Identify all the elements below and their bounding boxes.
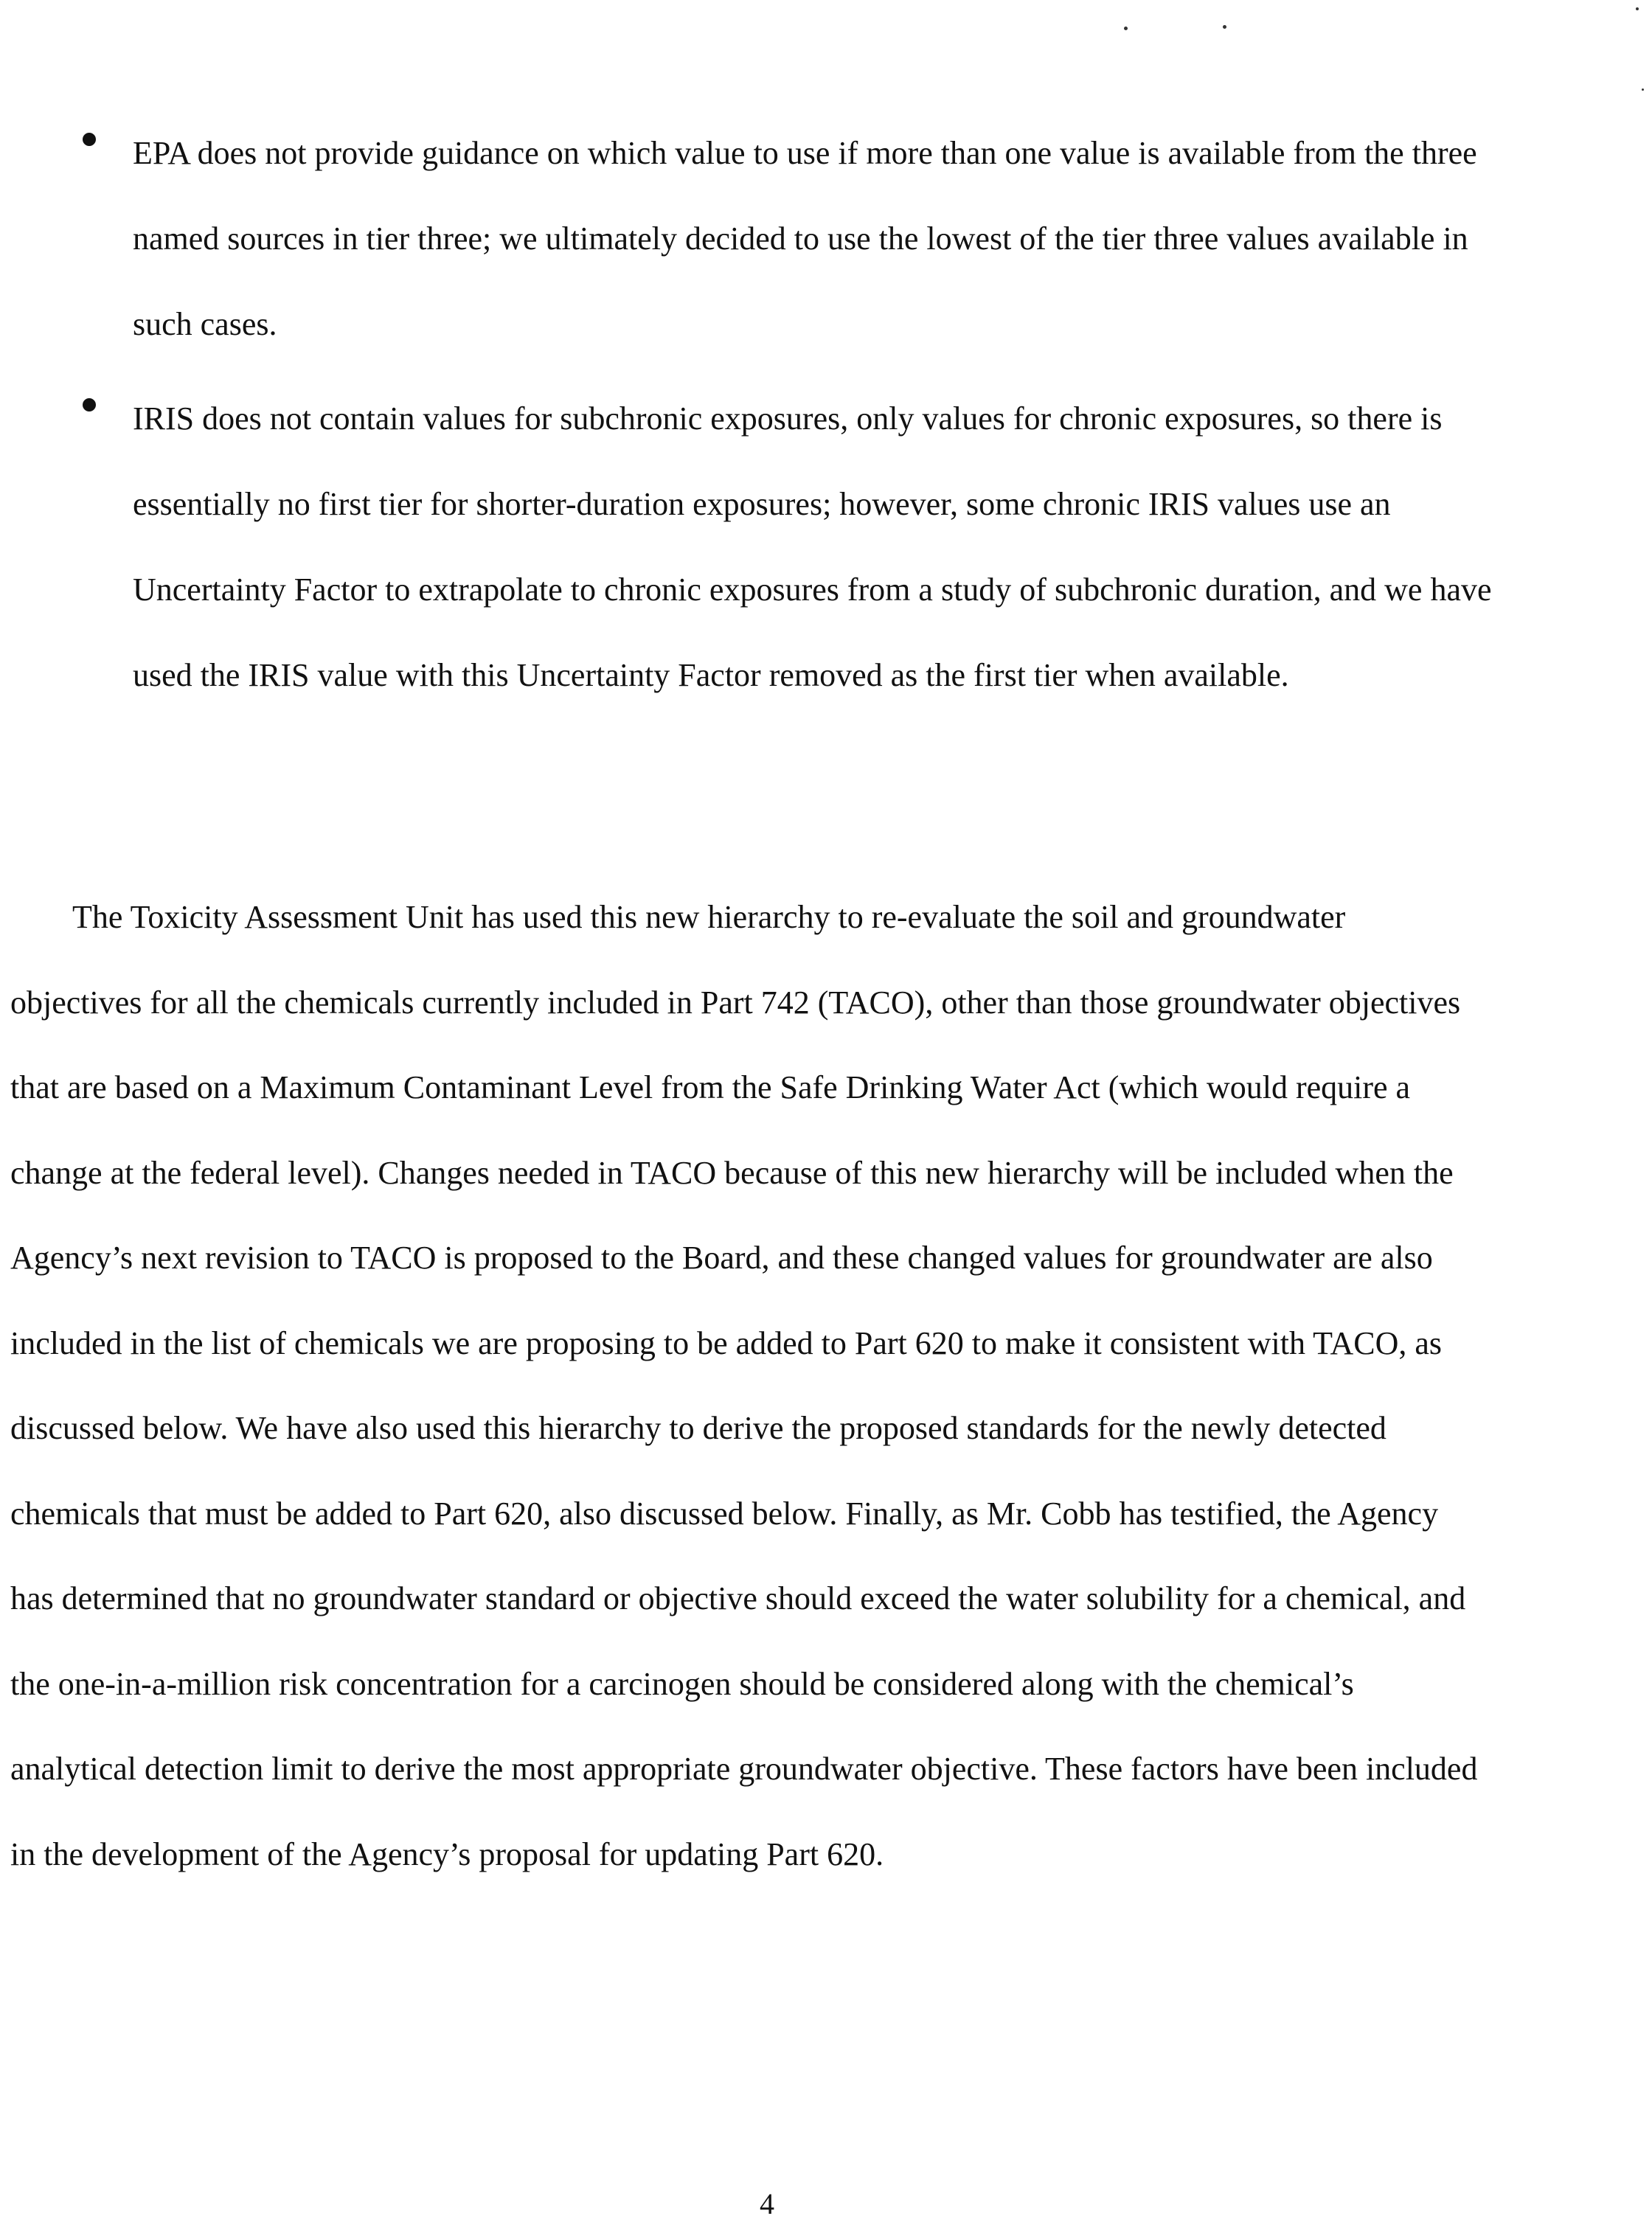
bullet-text: IRIS does not contain values for subchronic exposures, only values for chronic exposures, so there is essentially no first tier for shorter-duration exposures; however, some chronic IRIS values use an Uncertainty Factor to extrapolate to chronic exposures from a study of subchronic duration, and we have used the IRIS value with this Uncertainty Factor removed as the first tier when available. xyxy=(133,400,1492,693)
scan-speck xyxy=(1223,25,1226,29)
scan-speck xyxy=(1124,27,1128,30)
body-paragraph: The Toxicity Assessment Unit has used this new hierarchy to re-evaluate the soil and groundwater objectives for all the chemicals currently included in Part 742 (TACO), other than those groundwater objectives that are based on a Maximum Contaminant Level from the Safe Drinking Water Act (which would require a change at the federal level). Changes needed in TACO because of this new hierarchy will be included when the Agency’s next revision to TACO is proposed to the Board, and these changed values for groundwater are also included in the list of chemicals we are proposing to be added to Part 620 to make it consistent with TACO, as discussed below. We have also used this hierarchy to derive the proposed standards for the newly detected chemicals that must be added to Part 620, also discussed below. Finally, as Mr. Cobb has testified, the Agency has determined that no groundwater standard or objective should exceed the water solubility for a chemical, and the one-in-a-million risk concentration for a carcinogen should be considered along with the chemical’s analytical detection limit to derive the most appropriate groundwater objective. These factors have been included in the development of the Agency’s proposal for updating Part 620. xyxy=(10,899,1478,1872)
bullet-point-icon xyxy=(83,398,96,411)
bullet-list xyxy=(59,111,1534,727)
bullet-text: EPA does not provide guidance on which value to use if more than one value is available from the three named sources in tier three; we ultimately decided to use the lowest of the tier three values available in such cases. xyxy=(133,135,1477,342)
bullet-point-icon xyxy=(83,133,96,146)
bullet-item xyxy=(59,376,1534,718)
scan-speck xyxy=(1642,88,1644,91)
page-number: 4 xyxy=(760,2187,774,2220)
bullet-item xyxy=(59,111,1534,367)
scan-speck xyxy=(1636,7,1639,10)
